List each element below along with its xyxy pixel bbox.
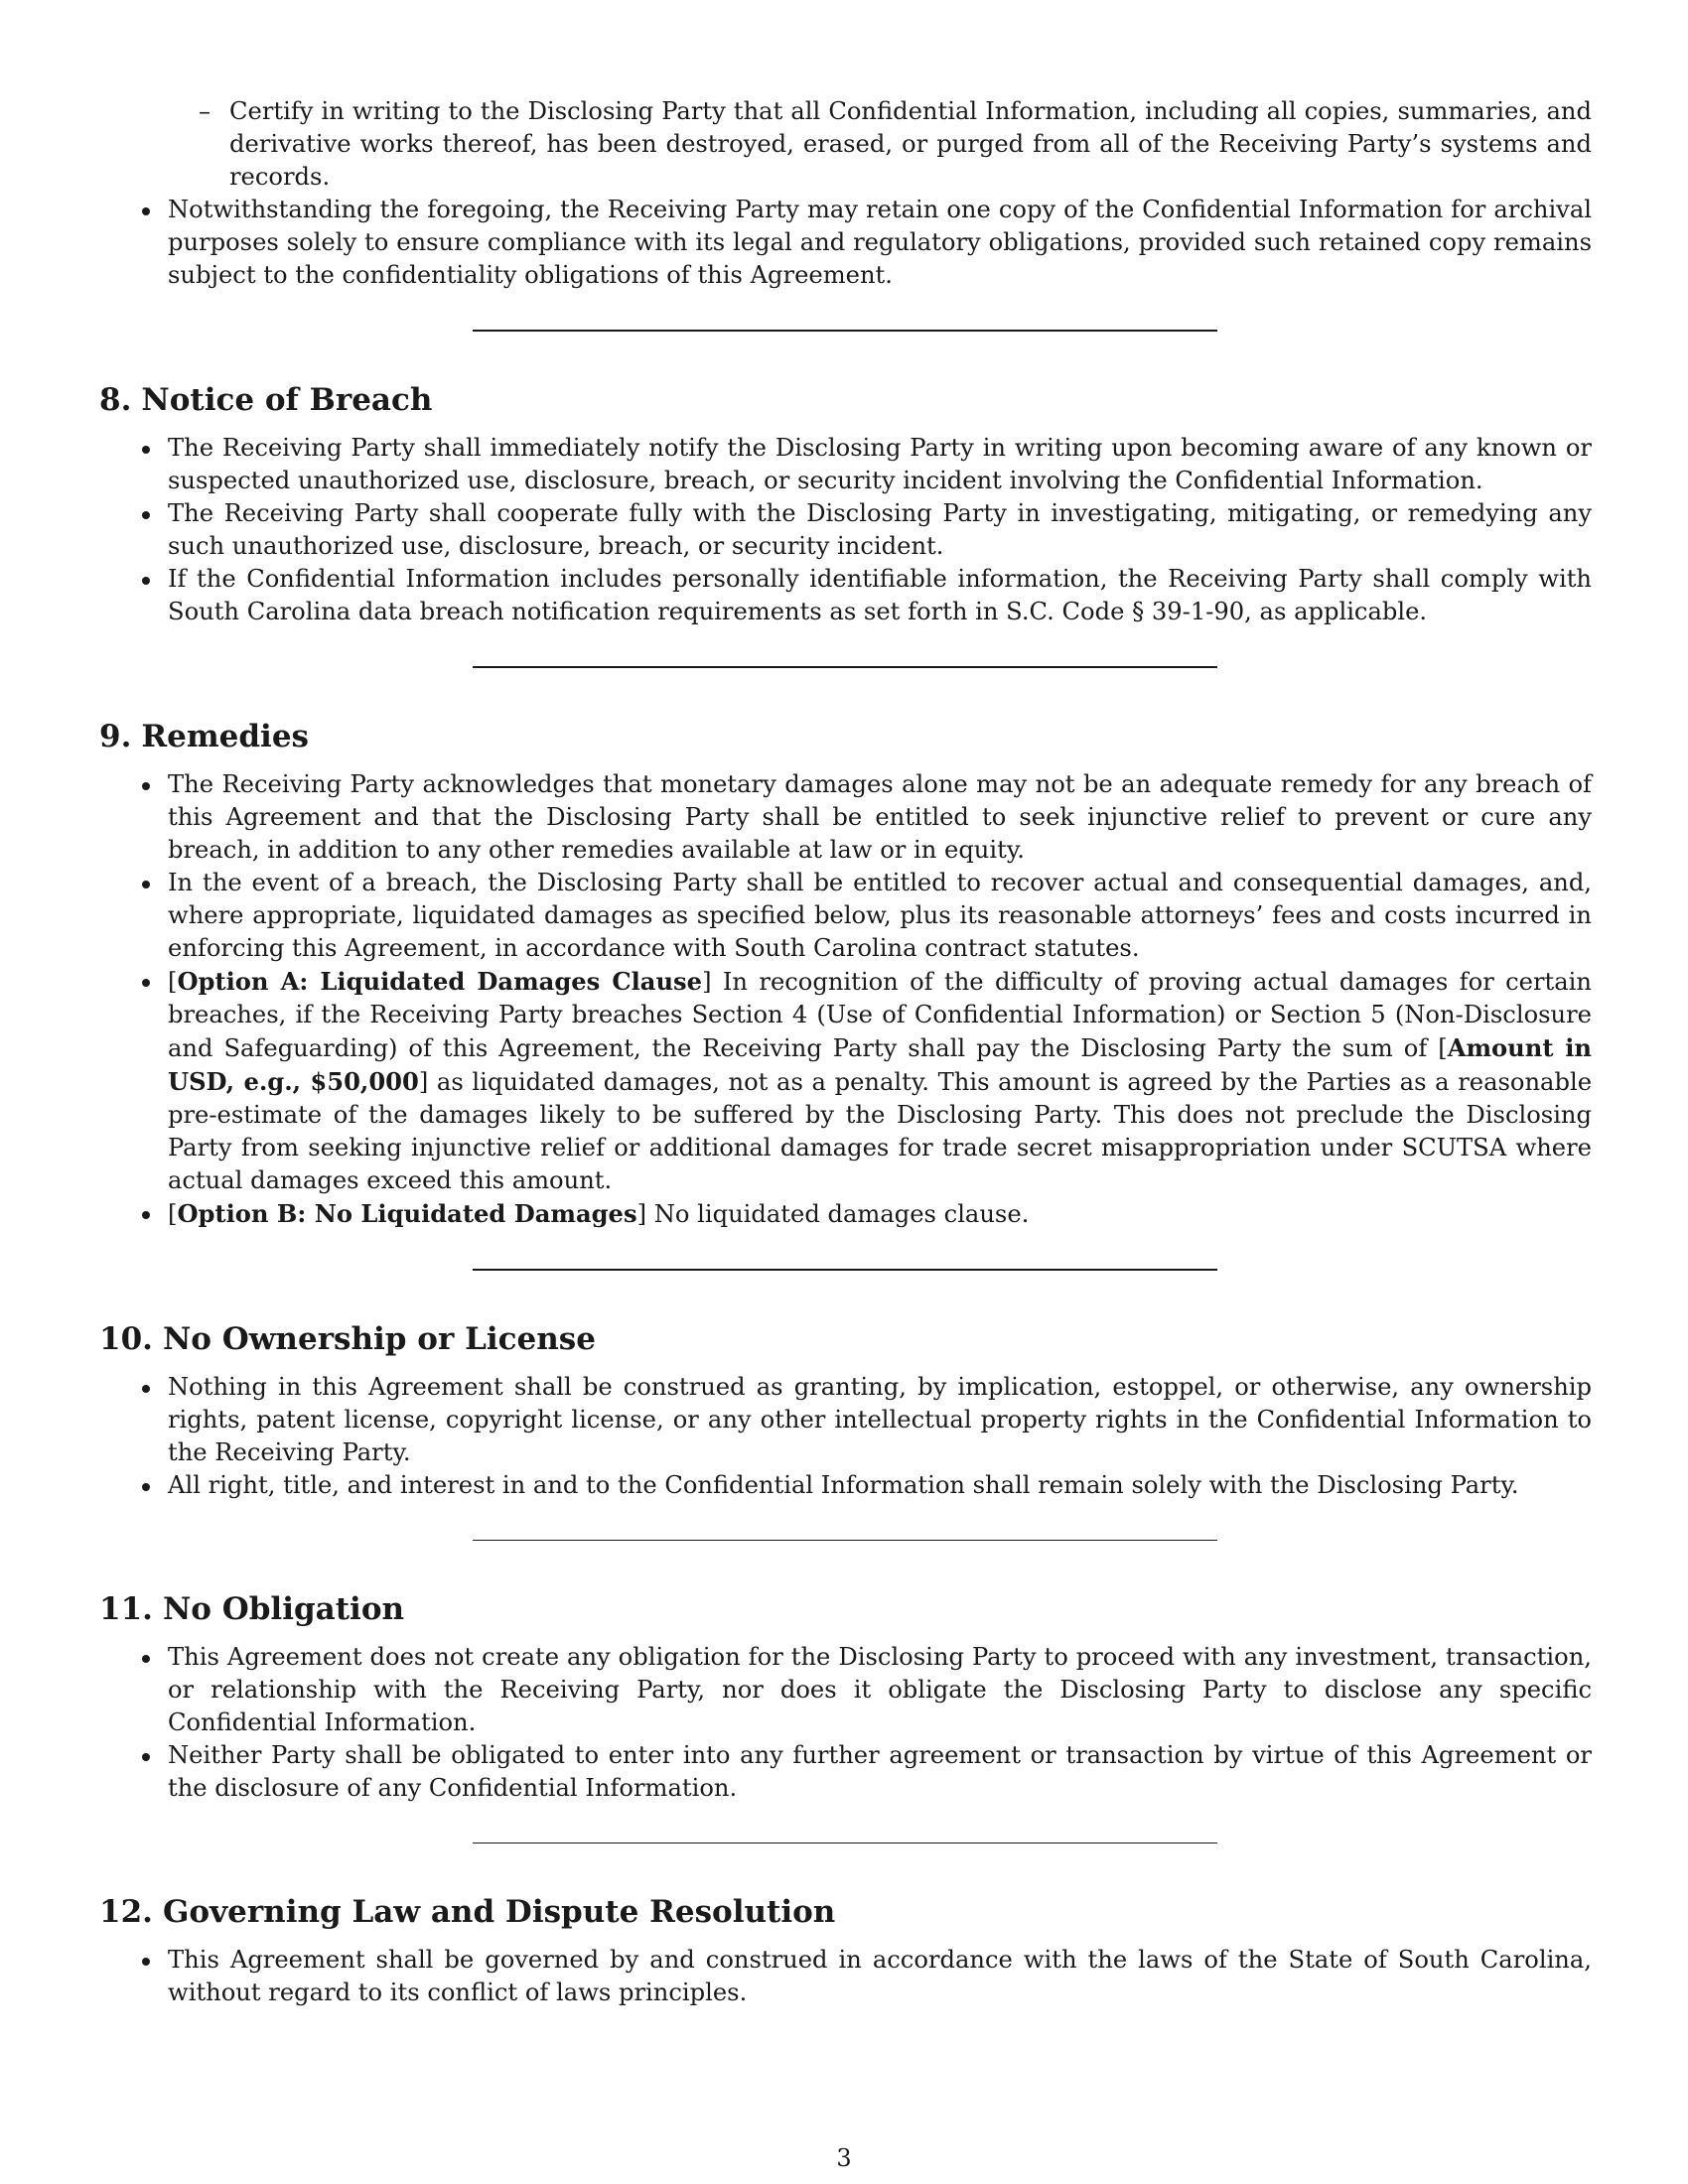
section-divider [473,1540,1217,1541]
section-10-list [99,1371,1592,1502]
section-title: Governing Law and Dispute Resolution [162,1894,836,1930]
bracket: [ [168,1200,178,1228]
section-title: Remedies [141,719,310,754]
amount-placeholder: Amount in USD, e.g., $50,000 [168,1033,1592,1096]
section-number: 8. [99,382,132,418]
page-number: 3 [836,2144,852,2172]
section-11-list [99,1641,1592,1805]
section-heading-11 [99,1591,1592,1627]
option-text: In recognition of the difficulty of proving actual damages for certain breaches, if the Receiving Party breaches Section 4 (Use of Confidential Information) or Section 5 (Non-Disclosure and Safeguarding) of this Agreement, the Receiving Party shall pay the Disclosing Party the sum of [168,968,1592,1062]
list-item: The Receiving Party shall cooperate fully with the Disclosing Party in investigating, mitigating, or remedying any such unauthorized use, disclosure, breach, or security incident. [99,497,1592,563]
section-number: 10. [99,1321,153,1357]
bracket: ] [702,968,712,996]
sub-item-text: Certify in writing to the Disclosing Party that all Confidential Information, including all copies, summaries, and derivative works thereof, has been destroyed, erased, or purged from all of the Receiving Party’s systems and records. [229,97,1592,191]
document-page [99,95,1592,2009]
list-item: The Receiving Party acknowledges that monetary damages alone may not be an adequate remedy for any breach of this Agreement and that the Disclosing Party shall be entitled to seek injunctive relief to prevent or cure any breach, in addition to any other remedies available at law or in equity. [99,768,1592,867]
section-title: Notice of Breach [141,382,433,418]
section-title: No Ownership or License [162,1321,596,1357]
list-item-text: Notwithstanding the foregoing, the Receiving Party may retain one copy of the Confidential Information for archival purposes solely to ensure compliance with its legal and regulatory obligations, provided such retained copy remains subject to the confidentiality obligations of this Agreement. [168,196,1592,289]
section-divider [473,666,1217,668]
option-text: No liquidated damages clause. [646,1200,1030,1228]
section-divider [473,330,1217,332]
section-heading-9 [99,719,1592,754]
list-sub-item [99,95,1592,194]
section-number: 9. [99,719,132,754]
section-heading-12 [99,1894,1592,1930]
section-8-list [99,432,1592,628]
option-label: Option B: No Liquidated Damages [177,1199,637,1228]
bracket: ] [636,1200,647,1228]
list-item-option-a [99,965,1592,1197]
bracket: [ [1438,1034,1448,1062]
list-item [99,194,1592,292]
list-item: In the event of a breach, the Disclosing Party shall be entitled to recover actual and consequential damages, and, where appropriate, liquidated damages as specified below, plus its reasonable attorneys’ fees and costs incurred in enforcing this Agreement, in accordance with South Carolina contract statutes. [99,867,1592,965]
list-item: If the Confidential Information includes personally identifiable information, the Receiving Party shall comply with South Carolina data breach notification requirements as set forth in S.C. Code § 39-1-90, as applicable. [99,563,1592,628]
continuation-list [99,95,1592,292]
list-item: All right, title, and interest in and to the Confidential Information shall remain solely with the Disclosing Party. [99,1469,1592,1502]
section-number: 12. [99,1894,153,1930]
bracket: ] [418,1068,429,1096]
list-item: Nothing in this Agreement shall be construed as granting, by implication, estoppel, or otherwise, any ownership rights, patent license, copyright license, or any other intellectual property rights in the Confidential Information to the Receiving Party. [99,1371,1592,1469]
section-heading-10 [99,1321,1592,1357]
list-item-option-b [99,1197,1592,1231]
section-divider [473,1269,1217,1271]
section-12-list [99,1944,1592,2009]
list-item: Neither Party shall be obligated to enter into any further agreement or transaction by virtue of this Agreement or the disclosure of any Confidential Information. [99,1739,1592,1805]
section-heading-8 [99,382,1592,418]
list-item: This Agreement does not create any obligation for the Disclosing Party to proceed with any investment, transaction, or relationship with the Receiving Party, nor does it obligate the Disclosing Party to disclose any specific Confidential Information. [99,1641,1592,1739]
section-number: 11. [99,1591,153,1627]
section-9-list [99,768,1592,1231]
bracket: [ [168,968,178,996]
option-label: Option A: Liquidated Damages Clause [177,967,703,996]
list-item: The Receiving Party shall immediately notify the Disclosing Party in writing upon becoming aware of any known or suspected unauthorized use, disclosure, breach, or security incident involving the Confidential Information. [99,432,1592,497]
section-title: No Obligation [162,1591,405,1627]
option-text: as liquidated damages, not as a penalty. This amount is agreed by the Parties as a reasonable pre-estimate of the damages likely to be suffered by the Disclosing Party. This does not preclude the Disclosing Party from seeking injunctive relief or additional damages for trade secret misappropriation under SCUTSA where actual damages exceed this amount. [168,1068,1593,1194]
list-item: This Agreement shall be governed by and construed in accordance with the laws of the State of South Carolina, without regard to its conflict of laws principles. [99,1944,1592,2009]
